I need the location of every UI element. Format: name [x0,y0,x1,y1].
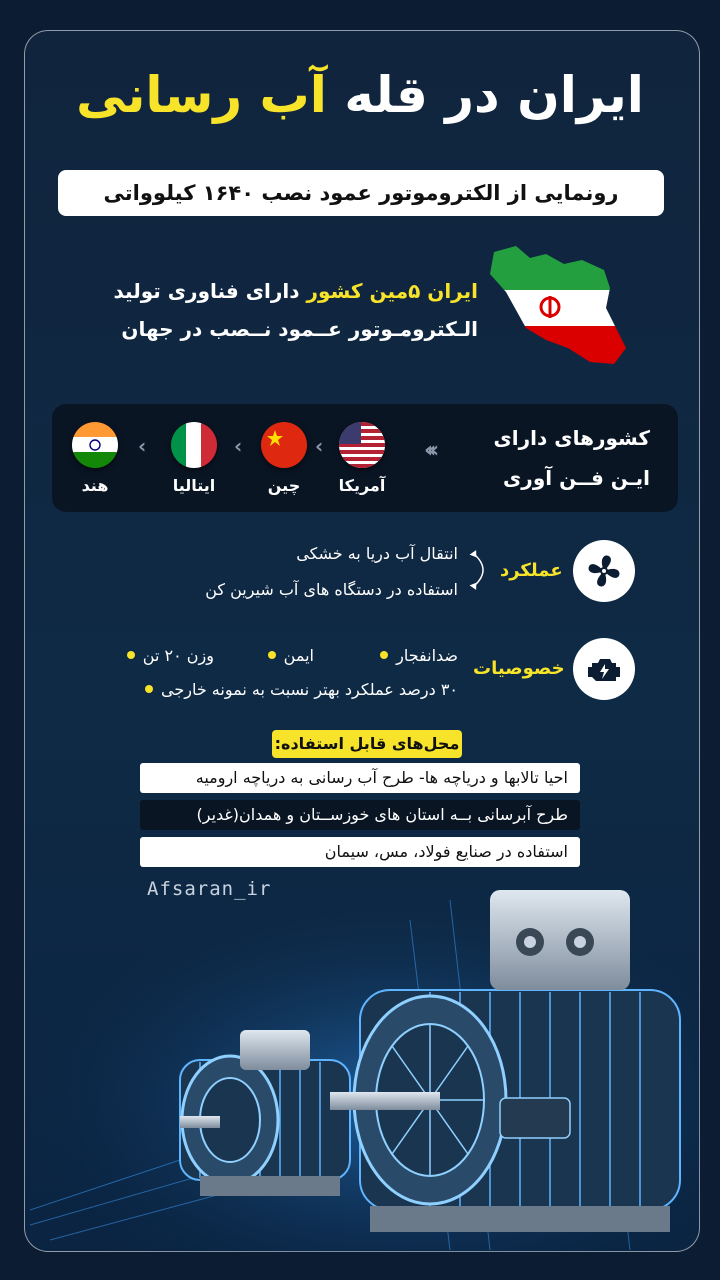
subtitle-banner: رونمایی از الکتروموتور عمود نصب ۱۶۴۰ کیلوواتی [58,170,664,216]
country-china [256,422,312,495]
features-label: خصوصیات [473,658,565,679]
usage-title: محل‌های قابل استفاده: [272,730,462,758]
title-yellow-part: آب رسانی [76,66,327,124]
chevron-left-icon: ‹ [234,434,243,458]
electric-motor-image [30,880,700,1252]
iran-rank-highlight: ایران ۵مین کشور [306,279,478,303]
china-flag-icon [261,422,307,468]
country-italy [166,422,222,495]
countries-title [470,418,650,498]
feature-safe: ایمن [268,646,314,665]
country-india [67,422,123,495]
country-label-india: هند [81,476,109,495]
fan-icon-badge [573,540,635,602]
country-label-usa: آمریکا [338,476,386,495]
double-chevron-left-icon: ‹‹‹ [424,438,434,463]
countries-panel [52,404,678,512]
countries-title-line2: ایـن فــن آوری [502,466,650,490]
country-usa [334,422,390,495]
title-white-part: ایران در قله [344,66,644,124]
country-label-china: چین [267,476,301,495]
chevron-left-icon: ‹ [315,434,324,458]
page-title [0,60,720,130]
italy-flag-icon [171,422,217,468]
engine-icon-badge [573,638,635,700]
bracket-arrow-icon [468,548,496,592]
feature-explosion-proof: ضدانفجار [380,646,458,665]
chevron-left-icon: ‹ [138,434,147,458]
country-label-italy: ایتالیا [172,476,216,495]
usage-item-2: طرح آبرسانی بــه استان های خوزســتان و همدان(غدیر) [140,800,580,830]
usage-item-3: استفاده در صنایع فولاد، مس، سیمان [140,837,580,867]
countries-title-line1: کشورهای دارای [493,426,650,450]
performance-line-2: استفاده در دستگاه های آب شیرین کن [205,580,458,599]
feature-weight: وزن ۲۰ تن [127,646,214,665]
iran-rank-line2: الـکترومـوتور عــمود نــصب در جهان [121,317,478,341]
iran-rank-text [80,272,478,348]
performance-line-1: انتقال آب دریا به خشکی [296,544,458,563]
performance-label: عملکرد [500,560,563,581]
usa-flag-icon [339,422,385,468]
usage-item-1: احیا تالابها و دریاچه ها- طرح آب رسانی به دریاچه ارومیه [140,763,580,793]
engine-icon [584,649,624,689]
fan-icon [584,551,624,591]
iran-rank-line1: دارای فناوری تولید [113,279,300,303]
feature-performance: ۳۰ درصد عملکرد بهتر نسبت به نمونه خارجی [145,680,458,699]
india-flag-icon [72,422,118,468]
iran-map-flag-icon [486,244,630,370]
